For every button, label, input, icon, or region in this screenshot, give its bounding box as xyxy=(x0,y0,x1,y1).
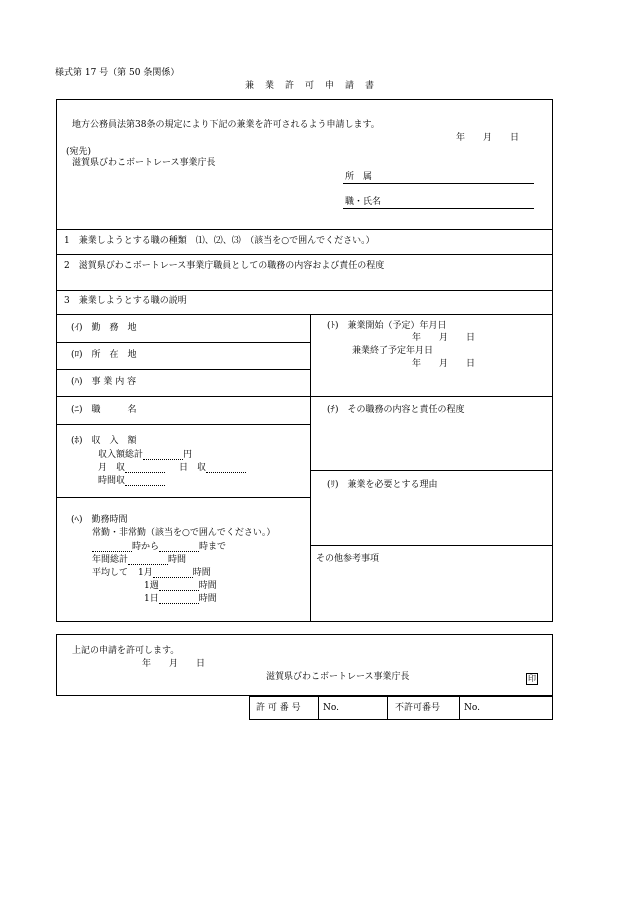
permit-number-field[interactable]: No. xyxy=(323,703,339,713)
name-label: 職・氏名 xyxy=(345,197,382,207)
daily-income-label: 日 収 xyxy=(179,463,207,473)
income-hourly[interactable] xyxy=(98,476,165,486)
end-date-label: 兼業終了予定年月日 xyxy=(352,346,434,356)
to-label: 時まで xyxy=(199,542,227,552)
nonpermit-number-field[interactable]: No. xyxy=(464,703,480,713)
divider xyxy=(459,696,460,720)
from-label: 時から xyxy=(132,542,160,552)
average-month[interactable] xyxy=(92,568,211,578)
divider xyxy=(56,254,553,255)
hourly-income-field[interactable] xyxy=(125,476,165,486)
per-month-label: 1月 xyxy=(138,568,153,578)
average-day[interactable] xyxy=(144,594,217,604)
per-day-label: 1日 xyxy=(144,594,159,604)
income-total-field[interactable] xyxy=(143,450,183,460)
annual-label: 年間総計 xyxy=(92,555,129,565)
divider xyxy=(310,470,553,471)
approval-date[interactable]: 年 月 日 xyxy=(142,659,206,669)
approval-authority: 滋賀県びわこボートレース事業庁長 xyxy=(266,672,410,682)
per-month-unit: 時間 xyxy=(192,568,211,578)
row2-duties: 2 滋賀県びわこボートレース事業庁職員としての職務の内容および責任の程度 xyxy=(64,261,385,271)
annual-hours-field[interactable] xyxy=(128,555,168,565)
divider xyxy=(56,424,310,425)
business-label: (ﾊ) 事 業 内 容 xyxy=(71,377,137,387)
divider xyxy=(387,696,388,720)
application-date[interactable]: 年 月 日 xyxy=(456,133,520,143)
income-monthly-daily[interactable] xyxy=(98,463,246,473)
approval-statement: 上記の申請を許可します。 xyxy=(72,646,180,656)
per-week-label: 1週 xyxy=(144,581,159,591)
hours-range[interactable] xyxy=(92,542,226,552)
permit-number-label: 許 可 番 号 xyxy=(256,703,301,713)
addressee: 滋賀県びわこボートレース事業庁長 xyxy=(72,158,216,168)
average-label: 平均して xyxy=(92,568,129,578)
row3-description: 3 兼業しようとする職の説明 xyxy=(64,296,187,306)
monthly-income-label: 月 収 xyxy=(98,463,126,473)
workplace-label: (ｲ) 勤 務 地 xyxy=(71,323,137,333)
hourly-income-label: 時間収 xyxy=(98,476,126,486)
affiliation-field[interactable] xyxy=(343,183,534,184)
nonpermit-number-label: 不許可番号 xyxy=(395,703,441,713)
divider xyxy=(310,314,311,622)
divider xyxy=(56,396,553,397)
income-total-label: 収入額総計 xyxy=(98,450,144,460)
end-hour-field[interactable] xyxy=(159,542,199,552)
location-label: (ﾛ) 所 在 地 xyxy=(71,350,137,360)
annual-hours[interactable] xyxy=(92,555,186,565)
approval-box xyxy=(56,634,553,696)
employment-type[interactable]: 常勤・非常勤（該当を○で囲んでください。） xyxy=(92,528,276,538)
divider xyxy=(310,545,553,546)
per-day-field[interactable] xyxy=(159,594,199,604)
duties-label: (ﾁ) その職務の内容と責任の程度 xyxy=(327,405,465,415)
name-field[interactable] xyxy=(343,208,534,209)
monthly-income-field[interactable] xyxy=(125,463,165,473)
addressee-label: (宛先) xyxy=(66,147,92,157)
position-label: (ﾆ) 職 名 xyxy=(71,405,137,415)
hours-heading: (ﾍ) 勤務時間 xyxy=(71,515,128,525)
divider xyxy=(56,229,553,230)
annual-unit: 時間 xyxy=(168,555,187,565)
row1-job-type: 1 兼業しようとする職の種類 ⑴、⑵、⑶ （該当を○で囲んでください。） xyxy=(64,236,375,246)
affiliation-label: 所 属 xyxy=(345,172,373,182)
average-week[interactable] xyxy=(144,581,217,591)
start-date-field[interactable]: 年 月 日 xyxy=(412,333,476,343)
start-hour-field[interactable] xyxy=(92,542,132,552)
application-statement: 地方公務員法第38条の規定により下記の兼業を許可されるよう申請します。 xyxy=(72,120,380,130)
form-title: 兼 業 許 可 申 請 書 xyxy=(245,81,376,91)
form-number: 様式第 17 号（第 50 条関係） xyxy=(55,68,180,78)
per-day-unit: 時間 xyxy=(198,594,217,604)
divider xyxy=(56,314,553,315)
other-label: その他参考事項 xyxy=(316,554,380,564)
per-week-unit: 時間 xyxy=(198,581,217,591)
income-heading: (ﾎ) 収 入 額 xyxy=(71,436,137,446)
seal-mark: 印 xyxy=(528,674,536,683)
income-total[interactable] xyxy=(98,450,192,460)
divider xyxy=(56,290,553,291)
per-month-field[interactable] xyxy=(153,568,193,578)
daily-income-field[interactable] xyxy=(206,463,246,473)
divider xyxy=(56,342,310,343)
per-week-field[interactable] xyxy=(159,581,199,591)
divider xyxy=(56,369,310,370)
divider xyxy=(318,696,319,720)
start-date-label: (ﾄ) 兼業開始（予定）年月日 xyxy=(327,321,447,331)
reason-label: (ﾘ) 兼業を必要とする理由 xyxy=(327,480,438,490)
divider xyxy=(56,497,310,498)
income-total-unit: 円 xyxy=(183,450,193,460)
end-date-field[interactable]: 年 月 日 xyxy=(412,359,476,369)
